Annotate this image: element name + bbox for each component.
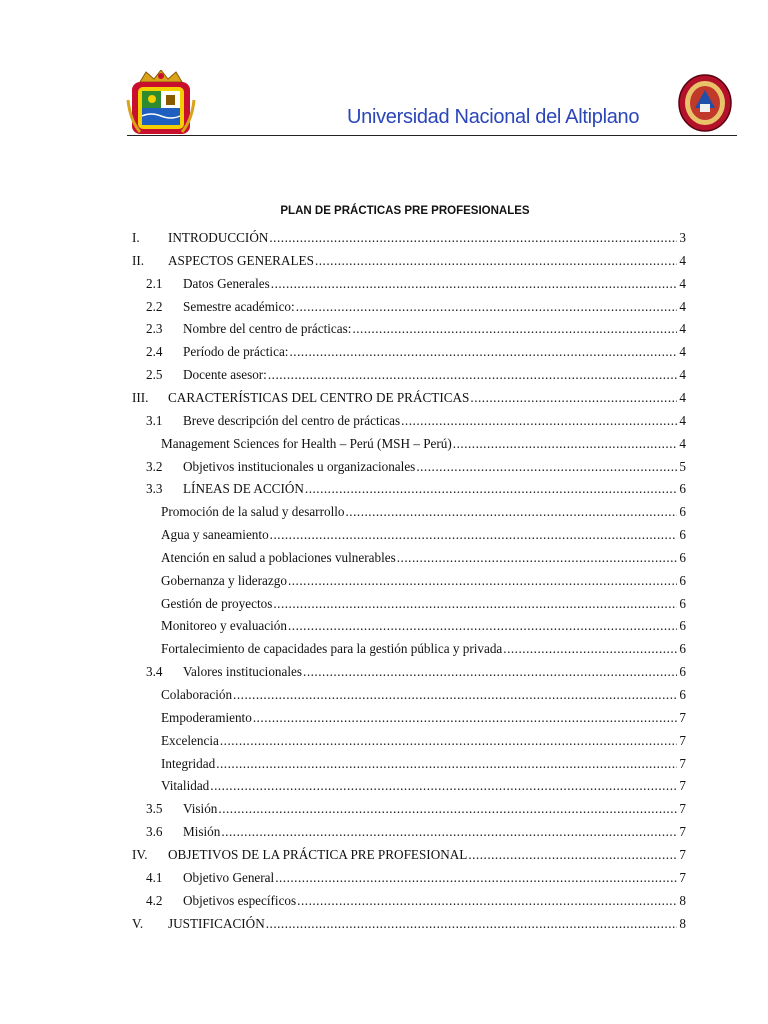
toc-entry-number: III. <box>132 389 149 405</box>
toc-dot-leader <box>296 296 678 318</box>
toc-entry-page-number: 7 <box>679 869 686 885</box>
toc-entry[interactable] <box>146 410 686 432</box>
toc-dot-leader <box>218 798 677 820</box>
toc-dot-leader <box>253 707 678 729</box>
toc-entry-page-number: 7 <box>679 732 686 748</box>
toc-entry-label: Datos Generales <box>183 275 270 291</box>
university-crest-left-icon <box>126 70 196 140</box>
toc-entry-number: 2.2 <box>146 298 163 314</box>
toc-entry[interactable] <box>132 913 686 935</box>
toc-entry[interactable] <box>146 273 686 295</box>
toc-entry[interactable] <box>161 615 686 637</box>
toc-entry-label: OBJETIVOS DE LA PRÁCTICA PRE PROFESIONAL <box>168 846 468 862</box>
toc-dot-leader <box>220 730 678 752</box>
toc-entry-page-number: 4 <box>679 252 686 268</box>
toc-entry-number: 2.5 <box>146 367 163 383</box>
toc-entry-number: 3.4 <box>146 664 163 680</box>
toc-dot-leader <box>266 913 678 935</box>
toc-entry[interactable] <box>161 501 686 523</box>
toc-entry-page-number: 7 <box>679 824 686 840</box>
toc-dot-leader <box>233 684 677 706</box>
toc-entry-page-number: 6 <box>679 687 686 702</box>
toc-entry[interactable] <box>161 707 686 729</box>
toc-dot-leader <box>270 524 678 546</box>
toc-entry[interactable] <box>132 387 686 409</box>
toc-entry-page-number: 6 <box>679 481 686 497</box>
toc-entry-page-number: 6 <box>679 618 686 634</box>
toc-dot-leader <box>210 775 677 797</box>
toc-entry-number: 2.1 <box>146 275 163 291</box>
toc-dot-leader <box>297 890 677 912</box>
toc-entry-label: Empoderamiento <box>161 709 252 725</box>
toc-entry-number: 3.5 <box>146 801 163 817</box>
toc-entry-page-number: 4 <box>679 275 686 291</box>
toc-entry[interactable] <box>132 250 686 272</box>
toc-entry-page-number: 6 <box>679 549 686 565</box>
toc-dot-leader <box>315 250 677 272</box>
toc-entry-label: Gobernanza y liderazgo <box>161 572 287 588</box>
toc-entry-page-number: 4 <box>679 389 686 405</box>
university-name: Universidad Nacional del Altiplano <box>347 106 640 128</box>
toc-entry[interactable] <box>161 684 686 706</box>
toc-entry-label: Promoción de la salud y desarrollo <box>161 504 345 520</box>
toc-entry-number: 2.4 <box>146 344 163 360</box>
toc-entry-page-number: 5 <box>679 458 686 474</box>
toc-entry-label: JUSTIFICACIÓN <box>168 915 265 931</box>
toc-dot-leader <box>273 593 677 615</box>
toc-entry-label: ASPECTOS GENERALES <box>168 252 314 268</box>
toc-entry-page-number: 6 <box>679 504 686 520</box>
toc-entry-page-number: 7 <box>679 801 686 817</box>
toc-entry-label: Atención en salud a poblaciones vulnerables <box>161 549 396 565</box>
toc-dot-leader <box>468 844 677 866</box>
toc-entry-page-number: 4 <box>679 435 686 451</box>
toc-dot-leader <box>288 570 677 592</box>
toc-dot-leader <box>352 318 677 340</box>
toc-entry[interactable] <box>146 821 686 843</box>
toc-dot-leader <box>401 410 677 432</box>
toc-entry-label: Management Sciences for Health – Perú (MSH – Perú) <box>161 435 452 451</box>
toc-entry[interactable] <box>146 456 686 478</box>
toc-entry-number: V. <box>132 915 144 931</box>
toc-entry-number: II. <box>132 252 145 268</box>
toc-entry[interactable] <box>161 593 686 615</box>
toc-entry-number: 4.2 <box>146 892 163 908</box>
toc-entry-label: Semestre académico: <box>183 298 295 314</box>
toc-entry-label: Gestión de proyectos <box>161 595 273 611</box>
toc-entry[interactable] <box>161 753 686 775</box>
toc-entry-number: 3.6 <box>146 824 163 840</box>
toc-entry-number: 3.1 <box>146 412 163 428</box>
toc-dot-leader <box>275 867 677 889</box>
toc-entry-page-number: 7 <box>679 846 686 862</box>
toc-entry-label: Excelencia <box>161 732 219 748</box>
toc-entry-label: CARACTERÍSTICAS DEL CENTRO DE PRÁCTICAS <box>168 389 470 405</box>
toc-entry[interactable] <box>146 341 686 363</box>
toc-entry[interactable] <box>132 844 686 866</box>
toc-entry[interactable] <box>132 227 686 249</box>
toc-entry-number: 2.3 <box>146 321 163 337</box>
toc-entry[interactable] <box>161 570 686 592</box>
toc-entry-number: 3.3 <box>146 481 163 497</box>
toc-entry[interactable] <box>146 890 686 912</box>
document-title: PLAN DE PRÁCTICAS PRE PROFESIONALES <box>280 205 530 217</box>
toc-entry-page-number: 6 <box>679 664 686 680</box>
toc-entry-label: Valores institucionales <box>183 664 303 680</box>
toc-dot-leader <box>305 478 678 500</box>
toc-entry-label: Objetivo General <box>183 869 275 885</box>
toc-entry[interactable] <box>146 318 686 340</box>
toc-entry-label: Objetivos específicos <box>183 892 297 908</box>
toc-entry-page-number: 4 <box>679 412 686 428</box>
toc-entry-page-number: 8 <box>679 915 686 931</box>
toc-entry[interactable] <box>161 638 686 660</box>
toc-entry[interactable] <box>161 730 686 752</box>
toc-entry-page-number: 7 <box>679 709 686 725</box>
toc-entry[interactable] <box>146 798 686 820</box>
toc-entry-page-number: 3 <box>679 230 686 245</box>
toc-dot-leader <box>289 341 677 363</box>
toc-entry-page-number: 4 <box>679 298 686 314</box>
toc-entry[interactable] <box>161 433 686 455</box>
toc-dot-leader <box>416 456 677 478</box>
toc-entry-label: Monitoreo y evaluación <box>161 618 287 634</box>
toc-dot-leader <box>271 273 678 295</box>
toc-dot-leader <box>503 638 677 660</box>
toc-dot-leader <box>288 615 677 637</box>
toc-entry-number: I. <box>132 230 140 245</box>
toc-entry-label: Breve descripción del centro de prácticas <box>183 412 401 428</box>
toc-entry-label: LÍNEAS DE ACCIÓN <box>183 481 304 497</box>
toc-entry-label: INTRODUCCIÓN <box>168 230 269 245</box>
toc-entry-label: Período de práctica: <box>183 344 289 360</box>
toc-dot-leader <box>397 547 678 569</box>
toc-dot-leader <box>303 661 677 683</box>
toc-entry-label: Vitalidad <box>161 778 210 794</box>
toc-entry-page-number: 6 <box>679 641 686 657</box>
toc-entry-label: Misión <box>183 824 221 840</box>
toc-dot-leader <box>269 227 677 249</box>
toc-entry[interactable] <box>146 364 686 386</box>
toc-entry-page-number: 4 <box>679 344 686 360</box>
toc-entry-page-number: 6 <box>679 595 686 611</box>
toc-entry-number: IV. <box>132 846 148 862</box>
toc-entry-page-number: 8 <box>679 892 686 908</box>
faculty-seal-icon <box>678 74 732 132</box>
toc-entry[interactable] <box>146 296 686 318</box>
toc-entry-label: Agua y saneamiento <box>161 527 269 543</box>
toc-entry-page-number: 6 <box>679 527 686 543</box>
toc-entry-number: 3.2 <box>146 458 163 474</box>
toc-dot-leader <box>221 821 677 843</box>
document-header <box>0 0 768 150</box>
toc-entry-label: Colaboración <box>161 687 233 702</box>
toc-entry-label: Objetivos institucionales u organizacionales <box>183 458 416 474</box>
toc-entry-number: 4.1 <box>146 869 163 885</box>
header-divider <box>127 135 737 136</box>
toc-dot-leader <box>216 753 677 775</box>
toc-entry-page-number: 7 <box>679 755 686 771</box>
toc-entry[interactable] <box>146 867 686 889</box>
toc-entry[interactable] <box>161 547 686 569</box>
toc-dot-leader <box>346 501 678 523</box>
toc-entry[interactable] <box>161 524 686 546</box>
toc-entry-label: Visión <box>183 801 218 817</box>
toc-entry-label: Fortalecimiento de capacidades para la gestión pública y privada <box>161 641 503 657</box>
toc-entry-page-number: 6 <box>679 572 686 588</box>
toc-dot-leader <box>453 433 678 455</box>
toc-entry-label: Docente asesor: <box>183 367 267 383</box>
toc-entry[interactable] <box>161 775 686 797</box>
toc-dot-leader <box>268 364 678 386</box>
toc-entry[interactable] <box>146 478 686 500</box>
toc-entry[interactable] <box>146 661 686 683</box>
toc-dot-leader <box>470 387 677 409</box>
toc-entry-page-number: 4 <box>679 321 686 337</box>
toc-entry-page-number: 4 <box>679 367 686 383</box>
toc-entry-label: Integridad <box>161 755 216 771</box>
toc-entry-label: Nombre del centro de prácticas: <box>183 321 352 337</box>
toc-entry-page-number: 7 <box>679 778 686 794</box>
